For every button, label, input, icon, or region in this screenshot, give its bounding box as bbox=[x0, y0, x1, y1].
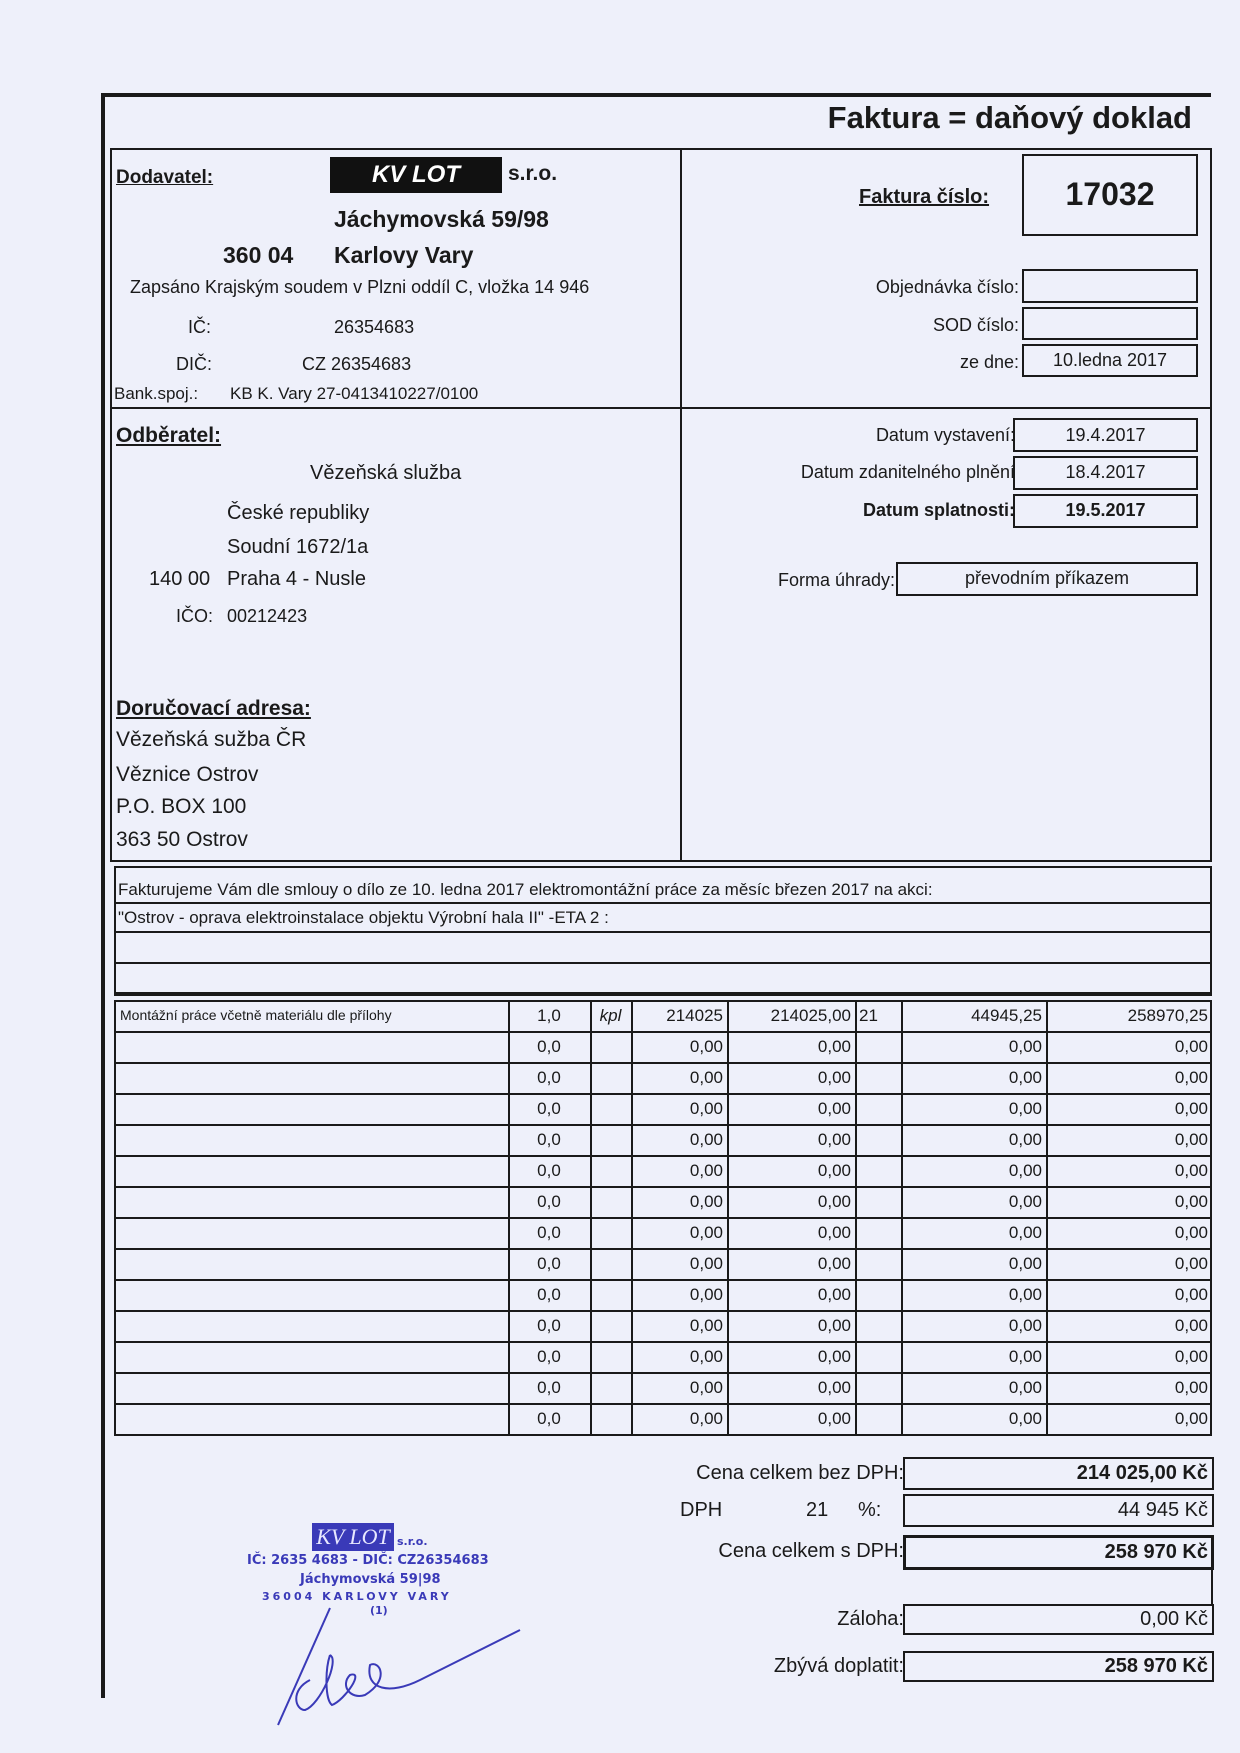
cell-total: 0,00 bbox=[1174, 1192, 1208, 1211]
cell-vat: 0,00 bbox=[1008, 1223, 1042, 1242]
cell-price: 0,00 bbox=[689, 1161, 723, 1180]
customer-zip: 140 00 bbox=[149, 568, 211, 590]
vat-pct-label: %: bbox=[858, 1499, 882, 1521]
gross-total-label: Cena celkem s DPH: bbox=[718, 1540, 904, 1562]
cell-total: 0,00 bbox=[1174, 1378, 1208, 1397]
date-of-label: ze dne: bbox=[959, 352, 1019, 372]
net-total: 214 025,00 Kč bbox=[1076, 1462, 1208, 1484]
description-rule bbox=[114, 902, 1212, 904]
supplier-logo-text: KV LOT bbox=[372, 161, 460, 188]
cell-qty: 1,0 bbox=[537, 1006, 561, 1025]
cell-base: 0,00 bbox=[817, 1285, 851, 1304]
cell-price: 0,00 bbox=[689, 1099, 723, 1118]
customer-name-1: Vězeňská služba bbox=[310, 462, 462, 484]
supplier-zip: 360 04 bbox=[223, 242, 294, 268]
gross-total-extension bbox=[1211, 1570, 1213, 1606]
cell-unit bbox=[590, 1031, 631, 1062]
vat-total: 44 945 Kč bbox=[1117, 1499, 1208, 1521]
cell-price: 0,00 bbox=[689, 1316, 723, 1335]
supplier-logo bbox=[330, 157, 502, 193]
cell-desc bbox=[116, 1341, 508, 1372]
cell-base: 0,00 bbox=[817, 1409, 851, 1428]
cell-total: 0,00 bbox=[1174, 1409, 1208, 1428]
cell-unit: kpl bbox=[599, 1006, 622, 1025]
advance-label: Záloha: bbox=[837, 1608, 904, 1630]
stamp-city: 36004 KARLOVY VARY bbox=[262, 1590, 452, 1603]
signature bbox=[270, 1600, 530, 1730]
cell-vat: 0,00 bbox=[1008, 1068, 1042, 1087]
cell-base: 0,00 bbox=[817, 1223, 851, 1242]
cell-base: 0,00 bbox=[817, 1130, 851, 1149]
cell-qty: 0,0 bbox=[537, 1316, 561, 1335]
cell-price: 0,00 bbox=[689, 1068, 723, 1087]
cell-unit bbox=[590, 1062, 631, 1093]
supplier-company-suffix: s.r.o. bbox=[508, 162, 558, 185]
cell-total: 0,00 bbox=[1174, 1130, 1208, 1149]
cell-vat-rate bbox=[855, 1310, 901, 1341]
cell-qty: 0,0 bbox=[537, 1068, 561, 1087]
customer-city: Praha 4 - Nusle bbox=[227, 568, 366, 590]
cell-unit bbox=[590, 1248, 631, 1279]
cell-vat: 0,00 bbox=[1008, 1409, 1042, 1428]
table-row bbox=[116, 1124, 1212, 1155]
net-total-label: Cena celkem bez DPH: bbox=[696, 1462, 904, 1484]
cell-desc bbox=[116, 1279, 508, 1310]
stamp-logo bbox=[312, 1523, 394, 1551]
cell-price: 214025 bbox=[666, 1006, 723, 1025]
vat-rate: 21 bbox=[806, 1499, 829, 1521]
cell-vat-rate bbox=[855, 1217, 901, 1248]
cell-unit bbox=[590, 1279, 631, 1310]
cell-base: 0,00 bbox=[817, 1037, 851, 1056]
table-row bbox=[116, 1186, 1212, 1217]
customer-ico: 00212423 bbox=[227, 606, 308, 626]
cell-price: 0,00 bbox=[689, 1130, 723, 1149]
cell-total: 0,00 bbox=[1174, 1223, 1208, 1242]
cell-vat-rate bbox=[855, 1248, 901, 1279]
remaining: 258 970 Kč bbox=[1104, 1655, 1208, 1677]
gross-total: 258 970 Kč bbox=[1104, 1541, 1208, 1563]
cell-desc bbox=[116, 1186, 508, 1217]
cell-vat-rate bbox=[855, 1124, 901, 1155]
customer-label: Odběratel: bbox=[116, 424, 222, 447]
stamp-logo-text: KV LOT bbox=[316, 1524, 390, 1549]
remaining-label: Zbývá doplatit: bbox=[773, 1655, 904, 1677]
stamp-suffix: s.r.o. bbox=[397, 1535, 428, 1548]
table-row bbox=[116, 1310, 1212, 1341]
supplier-registration: Zapsáno Krajským soudem v Plzni oddíl C, vložka 14 946 bbox=[130, 277, 590, 297]
cell-desc: Montážní práce včetně materiálu dle přílohy bbox=[120, 1007, 392, 1023]
description-rule bbox=[114, 962, 1212, 964]
cell-base: 0,00 bbox=[817, 1378, 851, 1397]
due-date: 19.5.2017 bbox=[1065, 500, 1146, 520]
table-row bbox=[116, 1279, 1212, 1310]
cell-total: 0,00 bbox=[1174, 1316, 1208, 1335]
cell-base: 0,00 bbox=[817, 1068, 851, 1087]
cell-price: 0,00 bbox=[689, 1347, 723, 1366]
supplier-city: Karlovy Vary bbox=[334, 242, 474, 268]
cell-vat-rate bbox=[855, 1093, 901, 1124]
cell-base: 0,00 bbox=[817, 1347, 851, 1366]
cell-total: 0,00 bbox=[1174, 1037, 1208, 1056]
delivery-line: P.O. BOX 100 bbox=[116, 795, 247, 818]
taxable-date-label: Datum zdanitelného plnění bbox=[800, 462, 1015, 482]
cell-qty: 0,0 bbox=[537, 1378, 561, 1397]
delivery-line: 363 50 Ostrov bbox=[116, 828, 248, 851]
cell-qty: 0,0 bbox=[537, 1130, 561, 1149]
table-row bbox=[116, 1403, 1212, 1434]
cell-qty: 0,0 bbox=[537, 1037, 561, 1056]
table-row bbox=[116, 1031, 1212, 1062]
vat-label: DPH bbox=[680, 1499, 723, 1521]
cell-vat: 0,00 bbox=[1008, 1161, 1042, 1180]
header-vertical-divider bbox=[680, 148, 682, 862]
description-rule bbox=[114, 931, 1212, 933]
cell-vat-rate bbox=[855, 1403, 901, 1434]
supplier-label: Dodavatel: bbox=[116, 167, 214, 188]
table-row bbox=[116, 1341, 1212, 1372]
cell-vat: 0,00 bbox=[1008, 1285, 1042, 1304]
cell-total: 0,00 bbox=[1174, 1099, 1208, 1118]
cell-desc bbox=[116, 1155, 508, 1186]
cell-desc bbox=[116, 1248, 508, 1279]
table-row bbox=[116, 1155, 1212, 1186]
order-field[interactable] bbox=[1022, 269, 1198, 303]
cell-price: 0,00 bbox=[689, 1254, 723, 1273]
issue-date-label: Datum vystavení: bbox=[875, 425, 1015, 445]
supplier-bank: KB K. Vary 27-0413410227/0100 bbox=[230, 384, 479, 403]
supplier-bank-label: Bank.spoj.: bbox=[114, 384, 199, 403]
cell-base: 0,00 bbox=[817, 1161, 851, 1180]
delivery-line: Věznice Ostrov bbox=[116, 763, 259, 786]
customer-ico-label: IČO: bbox=[176, 606, 214, 626]
table-row bbox=[116, 1062, 1212, 1093]
cell-vat-rate: 21 bbox=[859, 1006, 878, 1025]
cell-qty: 0,0 bbox=[537, 1254, 561, 1273]
taxable-date: 18.4.2017 bbox=[1065, 462, 1146, 482]
cell-qty: 0,0 bbox=[537, 1099, 561, 1118]
cell-vat-rate bbox=[855, 1186, 901, 1217]
cell-qty: 0,0 bbox=[537, 1192, 561, 1211]
cell-price: 0,00 bbox=[689, 1037, 723, 1056]
cell-unit bbox=[590, 1155, 631, 1186]
delivery-line: Vězeňská sužba ČR bbox=[116, 728, 307, 751]
cell-unit bbox=[590, 1093, 631, 1124]
delivery-label: Doručovací adresa: bbox=[116, 697, 311, 720]
invoice-number: 17032 bbox=[1065, 176, 1155, 212]
cell-base: 0,00 bbox=[817, 1316, 851, 1335]
customer-street: Soudní 1672/1a bbox=[227, 536, 369, 558]
cell-desc bbox=[116, 1403, 508, 1434]
document-title: Faktura = daňový doklad bbox=[827, 100, 1192, 135]
stamp-street: Jáchymovská 59|98 bbox=[300, 1572, 441, 1587]
cell-vat: 0,00 bbox=[1008, 1192, 1042, 1211]
cell-base: 0,00 bbox=[817, 1254, 851, 1273]
cell-qty: 0,0 bbox=[537, 1223, 561, 1242]
customer-name-2: České republiky bbox=[227, 502, 370, 524]
cell-vat: 0,00 bbox=[1008, 1254, 1042, 1273]
cell-unit bbox=[590, 1341, 631, 1372]
supplier-ic: 26354683 bbox=[334, 317, 415, 337]
cell-qty: 0,0 bbox=[537, 1161, 561, 1180]
cell-base: 0,00 bbox=[817, 1099, 851, 1118]
date-of-value: 10.ledna 2017 bbox=[1052, 350, 1168, 370]
cell-vat-rate bbox=[855, 1279, 901, 1310]
cell-price: 0,00 bbox=[689, 1223, 723, 1242]
cell-total: 258970,25 bbox=[1127, 1006, 1208, 1025]
invoice-number-label: Faktura číslo: bbox=[859, 186, 990, 208]
cell-unit bbox=[590, 1124, 631, 1155]
cell-total: 0,00 bbox=[1174, 1068, 1208, 1087]
table-row bbox=[116, 1372, 1212, 1403]
outer-top-rule bbox=[101, 93, 1211, 97]
table-row bbox=[116, 1217, 1212, 1248]
header-horizontal-divider bbox=[110, 407, 1212, 409]
cell-vat: 44945,25 bbox=[971, 1006, 1042, 1025]
issue-date: 19.4.2017 bbox=[1065, 425, 1146, 445]
supplier-street: Jáchymovská 59/98 bbox=[334, 206, 549, 232]
cell-desc bbox=[116, 1031, 508, 1062]
sod-label: SOD číslo: bbox=[932, 315, 1019, 335]
cell-vat: 0,00 bbox=[1008, 1037, 1042, 1056]
cell-unit bbox=[590, 1403, 631, 1434]
cell-vat: 0,00 bbox=[1008, 1378, 1042, 1397]
stamp-number: (1) bbox=[370, 1604, 388, 1617]
table-row bbox=[116, 1093, 1212, 1124]
description-rule bbox=[114, 992, 1212, 996]
cell-vat: 0,00 bbox=[1008, 1130, 1042, 1149]
cell-desc bbox=[116, 1124, 508, 1155]
cell-vat-rate bbox=[855, 1372, 901, 1403]
stamp-ids: IČ: 2635 4683 - DIČ: CZ26354683 bbox=[247, 1553, 489, 1568]
cell-desc bbox=[116, 1372, 508, 1403]
cell-desc bbox=[116, 1310, 508, 1341]
table-row bbox=[116, 1248, 1212, 1279]
cell-vat: 0,00 bbox=[1008, 1316, 1042, 1335]
cell-unit bbox=[590, 1186, 631, 1217]
payment-method: převodním příkazem bbox=[964, 568, 1130, 588]
payment-label: Forma úhrady: bbox=[777, 570, 895, 590]
cell-desc bbox=[116, 1093, 508, 1124]
table-row bbox=[116, 1000, 1212, 1031]
cell-desc bbox=[116, 1217, 508, 1248]
supplier-dic: CZ 26354683 bbox=[302, 354, 412, 374]
cell-unit bbox=[590, 1217, 631, 1248]
cell-vat-rate bbox=[855, 1155, 901, 1186]
cell-price: 0,00 bbox=[689, 1192, 723, 1211]
outer-left-rule bbox=[101, 93, 105, 1698]
description-line-2: "Ostrov - oprava elektroinstalace objektu Výrobní hala II" -ETA 2 : bbox=[118, 908, 609, 927]
cell-total: 0,00 bbox=[1174, 1161, 1208, 1180]
cell-price: 0,00 bbox=[689, 1378, 723, 1397]
cell-vat: 0,00 bbox=[1008, 1347, 1042, 1366]
cell-unit bbox=[590, 1310, 631, 1341]
advance: 0,00 Kč bbox=[1140, 1608, 1208, 1630]
supplier-dic-label: DIČ: bbox=[176, 354, 212, 374]
cell-total: 0,00 bbox=[1174, 1347, 1208, 1366]
supplier-ic-label: IČ: bbox=[188, 317, 212, 337]
cell-total: 0,00 bbox=[1174, 1285, 1208, 1304]
order-label: Objednávka číslo: bbox=[875, 277, 1019, 297]
cell-qty: 0,0 bbox=[537, 1409, 561, 1428]
cell-total: 0,00 bbox=[1174, 1254, 1208, 1273]
cell-desc bbox=[116, 1062, 508, 1093]
sod-field[interactable] bbox=[1022, 307, 1198, 340]
cell-vat-rate bbox=[855, 1341, 901, 1372]
cell-vat: 0,00 bbox=[1008, 1099, 1042, 1118]
cell-base: 214025,00 bbox=[770, 1006, 851, 1025]
cell-vat-rate bbox=[855, 1062, 901, 1093]
cell-qty: 0,0 bbox=[537, 1347, 561, 1366]
cell-unit bbox=[590, 1372, 631, 1403]
cell-price: 0,00 bbox=[689, 1409, 723, 1428]
cell-vat-rate bbox=[855, 1031, 901, 1062]
cell-price: 0,00 bbox=[689, 1285, 723, 1304]
due-date-label: Datum splatnosti: bbox=[862, 500, 1015, 520]
description-line-1: Fakturujeme Vám dle smlouy o dílo ze 10. ledna 2017 elektromontážní práce za měsíc březen 2017 na akci: bbox=[118, 880, 933, 899]
cell-qty: 0,0 bbox=[537, 1285, 561, 1304]
cell-base: 0,00 bbox=[817, 1192, 851, 1211]
